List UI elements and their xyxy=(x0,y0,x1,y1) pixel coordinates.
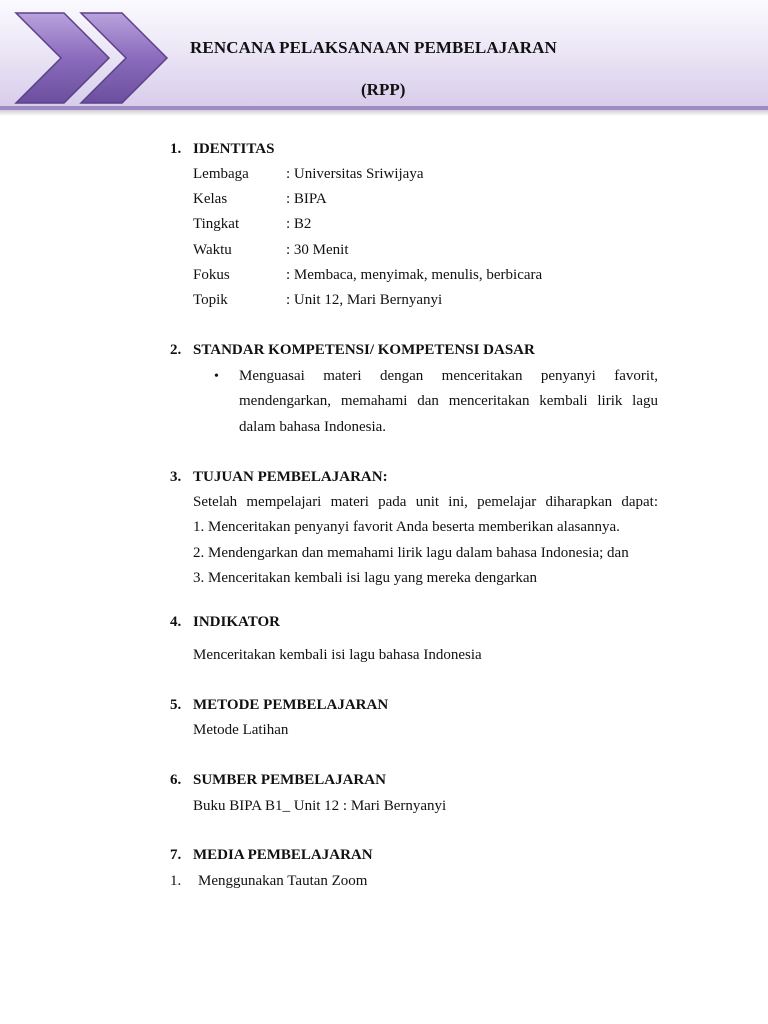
identitas-value-fokus: : Membaca, menyimak, menulis, berbicara xyxy=(286,267,543,283)
section-number: 5. xyxy=(170,697,182,713)
identitas-value-waktu: : 30 Menit xyxy=(286,242,349,258)
tujuan-item: 2. Mendengarkan dan memahami lirik lagu dalam bahasa Indonesia; dan xyxy=(193,545,629,561)
section-number: 7. xyxy=(170,847,182,863)
identitas-label-topik: Topik xyxy=(193,292,228,308)
metode-text: Metode Latihan xyxy=(193,722,289,738)
section-number: 4. xyxy=(170,614,182,630)
section-number: 2. xyxy=(170,342,182,358)
identitas-value-topik: : Unit 12, Mari Bernyanyi xyxy=(286,292,443,308)
document-title: RENCANA PELAKSANAAN PEMBELAJARAN xyxy=(190,38,557,57)
identitas-label-kelas: Kelas xyxy=(193,191,228,207)
media-item-number: 1. xyxy=(170,873,182,889)
media-item-text: Menggunakan Tautan Zoom xyxy=(198,873,368,889)
section-number: 6. xyxy=(170,772,182,788)
identitas-value-lembaga: : Universitas Sriwijaya xyxy=(286,166,424,182)
section-heading-indikator: INDIKATOR xyxy=(193,614,280,630)
section-heading-identitas: IDENTITAS xyxy=(193,141,275,157)
header-shadow xyxy=(0,110,768,116)
identitas-label-tingkat: Tingkat xyxy=(193,216,240,232)
section-heading-media: MEDIA PEMBELAJARAN xyxy=(193,847,373,863)
kompetensi-line: dalam bahasa Indonesia. xyxy=(239,419,387,435)
section-heading-tujuan: TUJUAN PEMBELAJARAN: xyxy=(193,469,388,485)
indikator-text: Menceritakan kembali isi lagu bahasa Indonesia xyxy=(193,647,482,663)
tujuan-item: 1. Menceritakan penyanyi favorit Anda beserta memberikan alasannya. xyxy=(193,519,620,535)
identitas-label-lembaga: Lembaga xyxy=(193,166,249,182)
document-subtitle: (RPP) xyxy=(361,80,406,99)
identitas-value-tingkat: : B2 xyxy=(286,216,312,232)
kompetensi-line: mendengarkan, memahami dan menceritakan kembali lirik lagu xyxy=(239,393,658,409)
sumber-text: Buku BIPA B1_ Unit 12 : Mari Bernyanyi xyxy=(193,798,447,814)
bullet-icon: • xyxy=(214,369,219,384)
section-number: 1. xyxy=(170,141,182,157)
section-heading-kompetensi: STANDAR KOMPETENSI/ KOMPETENSI DASAR xyxy=(193,342,535,358)
tujuan-item: 3. Menceritakan kembali isi lagu yang mereka dengarkan xyxy=(193,570,538,586)
identitas-label-waktu: Waktu xyxy=(193,242,232,258)
kompetensi-line: Menguasai materi dengan menceritakan penyanyi favorit, xyxy=(239,368,658,384)
identitas-value-kelas: : BIPA xyxy=(286,191,327,207)
section-heading-metode: METODE PEMBELAJARAN xyxy=(193,697,389,713)
section-number: 3. xyxy=(170,469,182,485)
double-chevron-right-icon xyxy=(14,10,174,108)
tujuan-intro: Setelah mempelajari materi pada unit ini, pemelajar diharapkan dapat: xyxy=(193,494,658,510)
section-heading-sumber: SUMBER PEMBELAJARAN xyxy=(193,772,386,788)
identitas-label-fokus: Fokus xyxy=(193,267,230,283)
